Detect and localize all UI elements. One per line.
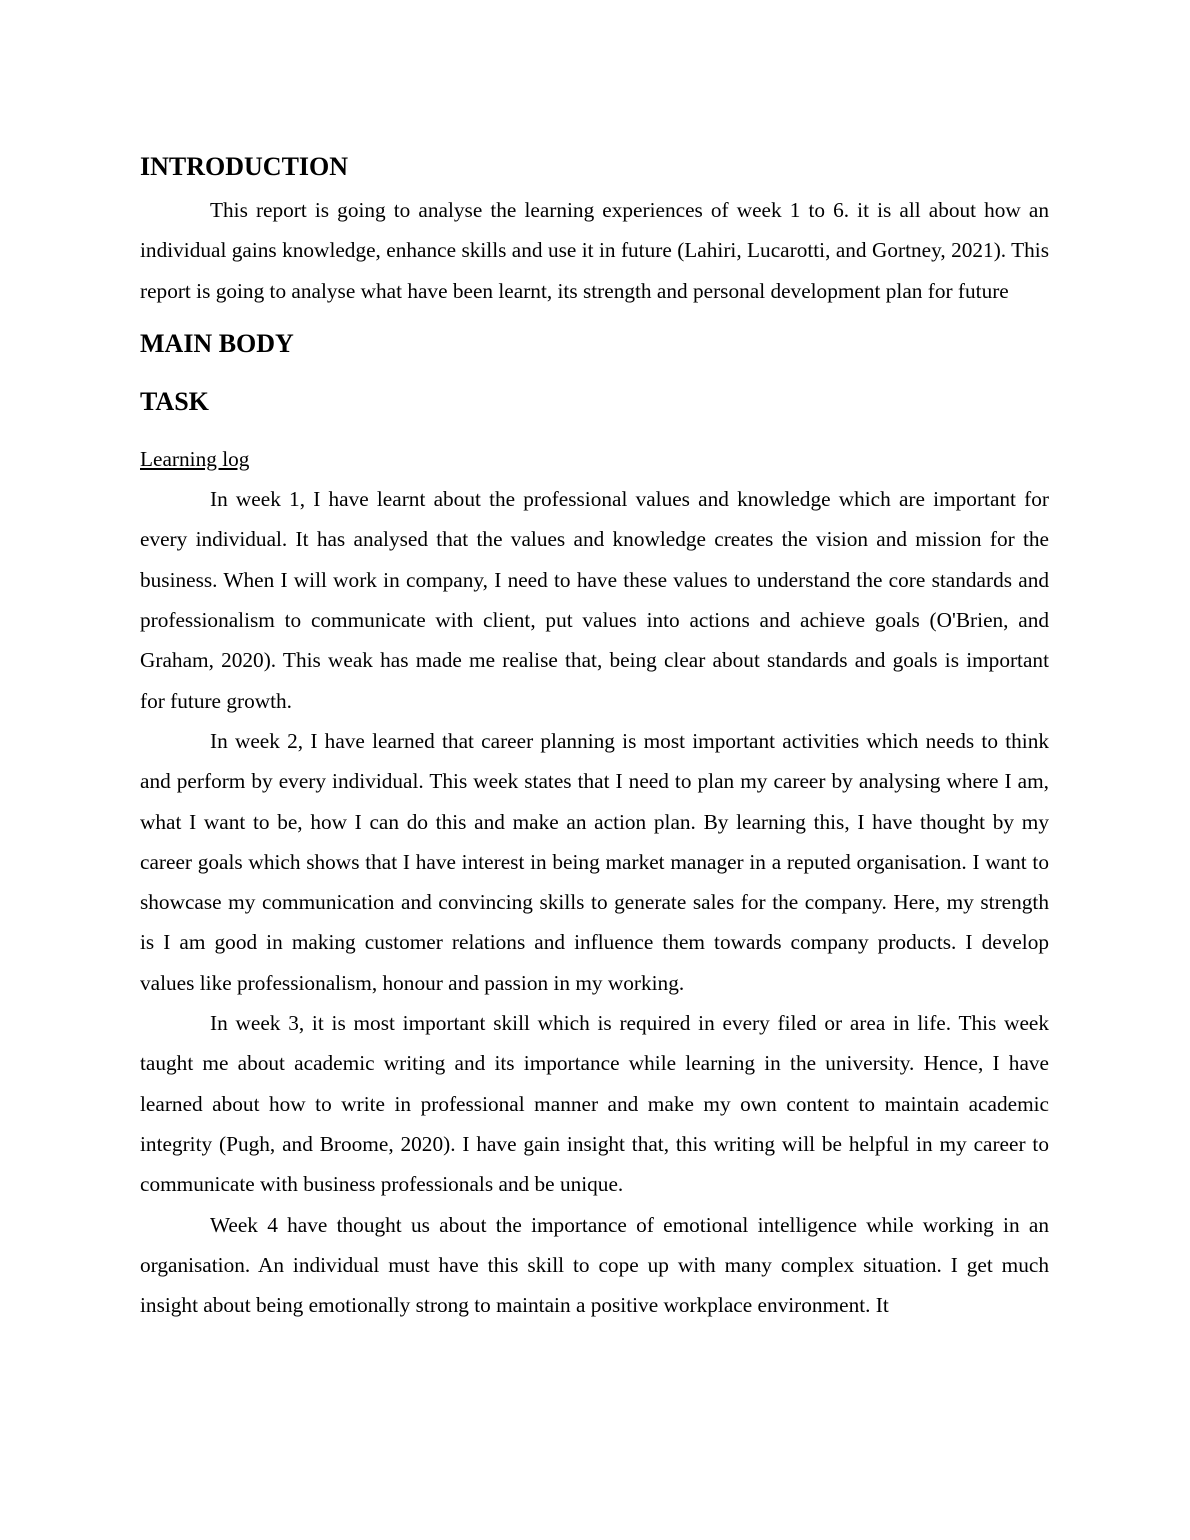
paragraph-week-2: In week 2, I have learned that career planning is most important activities which needs to think and perform by every individual. This week states that I need to plan my career by analysing where I am, what I want to be, how I can do this and make an action plan. By learning this, I have thought by my career goals which shows that I have interest in being market manager in a reputed organisation. I want to showcase my communication and convincing skills to generate sales for the company. Here, my strength is I am good in making customer relations and influence them towards company products. I develop values like professionalism, honour and passion in my working. <box>140 728 1049 995</box>
heading-task: TASK <box>140 386 209 416</box>
document-page <box>140 148 1049 1325</box>
heading-introduction: INTRODUCTION <box>140 152 349 181</box>
paragraph-week-1: In week 1, I have learnt about the professional values and knowledge which are important for every individual. It has analysed that the values and knowledge creates the vision and mission for the business. When I will work in company, I need to have these values to understand the core standards and professionalism to communicate with client, put values into actions and achieve goals (O'Brien, and Graham, 2020). This weak has made me realise that, being clear about standards and goals is important for future growth. <box>140 487 1049 713</box>
heading-main-body: MAIN BODY <box>140 328 294 358</box>
paragraph-introduction: This report is going to analyse the learning experiences of week 1 to 6. it is all about how an individual gains knowledge, enhance skills and use it in future (Lahiri, Lucarotti, and Gortney, 2021). This report is going to analyse what have been learnt, its strength and personal development plan for future <box>140 198 1049 303</box>
subheading-learning-log: Learning log <box>140 446 250 471</box>
paragraph-week-4: Week 4 have thought us about the importance of emotional intelligence while working in an organisation. An individual must have this skill to cope up with many complex situation. I get much insight about being emotionally strong to maintain a positive workplace environment. It <box>140 1212 1049 1318</box>
paragraph-week-3: In week 3, it is most important skill which is required in every filed or area in life. This week taught me about academic writing and its importance while learning in the university. Hence, I have learned about how to write in professional manner and make my own content to maintain academic integrity (Pugh, and Broome, 2020). I have gain insight that, this writing will be helpful in my career to communicate with business professionals and be unique. <box>140 1011 1049 1197</box>
